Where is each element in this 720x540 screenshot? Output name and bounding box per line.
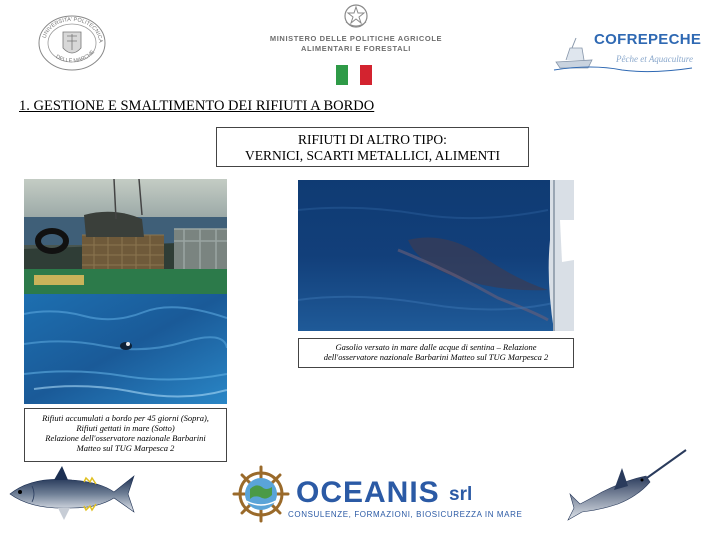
caption-waste-line3: Relazione dell'osservatore nazionale Barbarini [45,433,206,443]
oceanis-tagline: CONSULENZE, FORMAZIONI, BIOSICUREZZA IN MARE [288,510,523,519]
seal-text-bottom: DELLE MARCHE [54,49,96,65]
caption-waste-line1: Rifiuti accumulati a bordo per 45 giorni (Sopra), [42,413,209,423]
university-seal-icon [37,14,107,72]
oil-slick-on-sea-photo [298,180,574,331]
oceanis-suffix: srl [449,484,473,505]
ministry-name [236,34,476,54]
boxed-title-line1: RIFIUTI DI ALTRO TIPO: [298,132,447,147]
italian-republic-emblem-icon [341,2,371,30]
caption-waste-line4: Matteo sul TUG Marpesca 2 [76,443,175,453]
italian-flag-icon [336,65,372,85]
caption-waste [24,408,227,462]
ship-wheel-globe-icon [232,465,290,523]
caption-waste-line2: Rifiuti gettati in mare (Sotto) [76,423,175,433]
cofrepeche-name: COFREPECHE [594,31,702,48]
ministry-name-line1: MINISTERO DELLE POLITICHE AGRICOLE [269,34,443,43]
boxed-title-line2: VERNICI, SCARTI METALLICI, ALIMENTI [245,148,500,163]
oceanis-name: OCEANIS [296,476,440,509]
swordfish-icon [566,446,690,522]
ministry-name-line2: ALIMENTARI E FORESTALI [300,44,411,53]
cofrepeche-subtitle: Pêche et Aquaculture [616,54,693,64]
tuna-fish-icon [2,462,142,526]
ship-deck-with-waste-photo [24,179,227,294]
seal-text-top: UNIVERSITA' POLITECNICA [41,16,104,44]
caption-oil-slick-line1: Gasolio versato in mare dalle acque di sentina – Relazione [335,342,537,352]
section-title: 1. GESTIONE E SMALTIMENTO DEI RIFIUTI A BORDO [19,98,375,114]
waste-floating-in-sea-photo [24,294,227,404]
caption-oil-slick-line2: dell'osservatore nazionale Barbarini Matteo sul TUG Marpesca 2 [323,352,549,362]
caption-oil-slick [298,338,574,368]
boxed-title [216,127,529,167]
